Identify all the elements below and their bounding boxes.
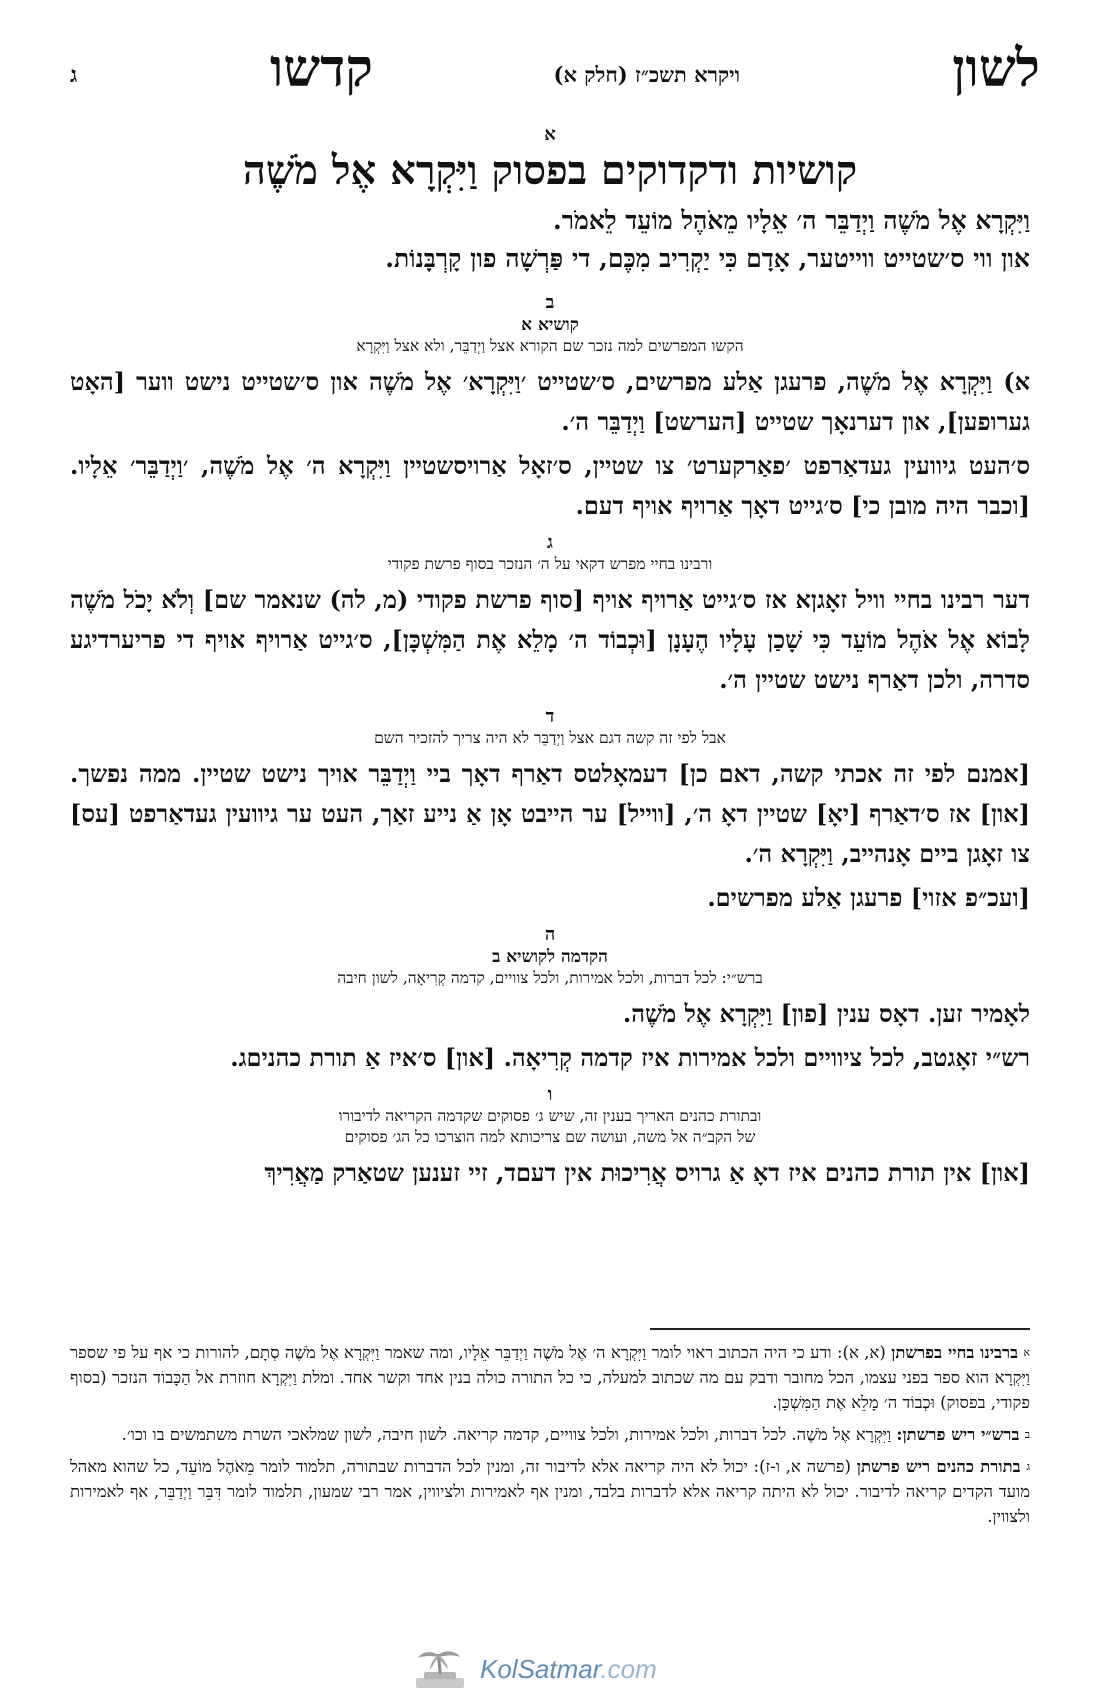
section-letter: ג [547,532,553,553]
paragraph: לאָמיר זען. דאָס ענין [פון] וַיִּקְרָא אֶל מֹשֶׁה. [622,999,1030,1028]
section-letter: ב [545,292,555,313]
section-letter: א [544,124,556,145]
section-title: קושיא א [521,315,579,335]
footnote [70,1454,1030,1529]
footnote [70,1340,1030,1415]
paragraph: [ועכ״פ אזוי] פרעגן אַלע מפרשים. [707,883,1030,912]
paragraph: [און] אין תורת כהנים איז דאָ אַ גרויס אֲרִיכוּת אין דעםד, זיי זענען שטאַרק מַאֲרִיךְ [264,1158,1030,1187]
footnote-lead: בתורת כהנים ריש פרשתן [856,1457,1021,1476]
section-heading: של הקב״ה אל משה, ועושה שם צריכותא למה הוצרכו כל הג׳ פסוקים [344,1128,756,1146]
footnote-lead: ברבינו בחיי בפרשתן [891,1343,1019,1362]
section-heading: ובתורת כהנים האריך בענין זה, שיש ג׳ פסוקים שקדמה הקריאה לדיבורו [338,1107,762,1125]
section-letter: ה [544,924,556,945]
watermark-domain: .com [600,1654,657,1684]
footnote-mark: ב [1024,1428,1030,1441]
verse-line: און ווי ס׳שטייט ווייטער, אָדָם כִּי יַקְרִיב מִכֶּם, די פַּרְשָׁה פון קָרְבָּנוֹת. [385,244,1030,273]
section-heading: אבל לפי זה קשה דגם אצל וַיְדַבֵּר לא היה צריך להזכיר השם [374,729,726,747]
section-title: הקדמה לקושיא ב [492,947,608,967]
section-heading: ברש״י: לכל דברות, ולכל אמירות, ולכל צוויים, קדמה קְרִיאָה, לשון חיבה [337,969,763,987]
header-subtitle: ויקרא תשכ״ז (חלק א) [553,62,740,87]
section-heading: ורבינו בחיי מפרש דקאי על ה׳ הנזכר בסוף פרשת פקודי [387,555,713,573]
footnote-text: (פרשה א, ו-ז): יכול לא היה קריאה אלא לדיבור זה, ומנין לכל הדברות שבתורה, תלמוד לומר מֵאֹהֶל מוֹעֵד, כל שהוא מאהל מועד הקדים קריאה לדיבור. יכול לא היתה קריאה אלא לדברות בלבד, ומנין אף לאמירות ולציווין, אמר רבי שמעון, תלמוד לומר דִּבֵּר וַיְדַבֵּר, אף לאמירות ולצווין. [70,1457,1030,1526]
palm-tree-icon [410,1648,470,1692]
header-title-left: קדשו [270,38,373,99]
paragraph: [אמנם לפי זה אכתי קשה, דאם כן] דעמאָלטס דאַרף דאָך ביי וַיְדַבֵּר אויך נישט שטיין. ממה נפשך. [און] אז ס׳דאַרף [יאָ] שטיין דאָ ה׳, [ווייל] ער הייבט אָן אַ נייע זאַך, העט ער גיוועין געדאַרפט [עס] צו זאָגן ביים אָנהייב, וַיִּקְרָא ה׳. [70,759,1030,868]
footnote-mark: א [1023,1346,1031,1359]
paragraph: דער רבינו בחיי וויל זאָגןא אז ס׳גייט אַרויף אויף [סוף פרשת פקודי (מ, לה) שנאמר שם] וְלֹא יָכֹל מֹשֶׁה לָבוֹא אֶל אֹהֶל מוֹעֵד כִּי שָׁכַן עָלָיו הֶעָנָן [וּכְבוֹד ה׳ מָלֵא אֶת הַמִּשְׁכָּן], ס׳גייט אַרויף אויף די פריערדיגע סדרה, ולכן דאַרף נישט שטיין ה׳. [70,585,1030,694]
watermark [410,1648,670,1692]
main-title: קושיות ודקדוקים בפסוק וַיִּקְרָא אֶל מֹשֶׁה [242,147,858,194]
page-number: ג [70,62,78,88]
footnote-lead: ברש״י ריש פרשתן: [896,1425,1020,1444]
footnote-mark: ג [1026,1460,1031,1473]
footnote-divider [650,1328,1030,1330]
section-letter: ו [547,1084,553,1105]
footnotes [70,1328,1030,1536]
section-letter: ד [545,706,555,727]
watermark-name: KolSatmar [480,1654,601,1684]
footnote-text: (א, א): ודע כי היה הכתוב ראוי לומר וַיִּקְרָא ה׳ אֶל מֹשֶׁה וַיְדַבֵּר אֵלָיו, ומה שאמר וַיִּקְרָא אֶל מֹשֶׁה סְתָם, להורות כי אף על פי שספר וַיִּקְרָא הוא ספר בפני עצמו, הכל מחובר ודבק עם מה שכתוב למעלה, כי כל התורה כולה בנין אחד וקשר אחד. ומלת וַיִּקְרָא חוזרת אל הַכָּבוֹד הנזכר (בסוף פקודי, בפסוק) וּכְבוֹד ה׳ מָלֵא אֶת הַמִּשְׁכָּן. [70,1343,1030,1412]
header-title-right: לשון [952,38,1040,99]
footnote-text: וַיִּקְרָא אֶל מֹשֶׁה. לכל דברות, ולכל אמירות, ולכל צוויים, קדמה קריאה. לשון חיבה, לשון שמלאכי השרת משתמשים בו וכו׳. [121,1425,892,1444]
section-heading: הקשו המפרשים למה נזכר שם הקורא אצל וַיְדַבֵּר, ולא אצל וַיִּקְרָא [356,337,744,355]
page-header [70,38,1040,108]
footnote [70,1422,1030,1447]
paragraph: ס׳העט גיוועין געדאַרפט ׳פאַרקערט׳ צו שטיין, ס׳זאָל אַרויסשטיין וַיִּקְרָא ה׳ אֶל מֹשֶׁה, ׳וַיְדַבֵּר׳ אֵלָיו. [וכבר היה מובן כי] ס׳גייט דאָך אַרויף אויף דעם. [70,451,1030,520]
verse-line: וַיִּקְרָא אֶל מֹשֶׁה וַיְדַבֵּר ה׳ אֵלָיו מֵאֹהֶל מוֹעֵד לֵאמֹר. [553,206,1030,235]
watermark-text [480,1654,657,1685]
paragraph: רש״י זאָגטב, לכל ציוויים ולכל אמירות איז קדמה קְרִיאָה. [און] ס׳איז אַ תורת כהניםג. [230,1043,1030,1072]
main-text [70,118,1030,1197]
paragraph: א) וַיִּקְרָא אֶל מֹשֶׁה, פרעגן אַלע מפרשים, ס׳שטייט ׳וַיִּקְרָא׳ אֶל מֹשֶׁה און ס׳שטייט נישט ווער [האָט גערופען], און דערנאָך שטייט [הערשט] וַיְדַבֵּר ה׳. [70,367,1030,436]
